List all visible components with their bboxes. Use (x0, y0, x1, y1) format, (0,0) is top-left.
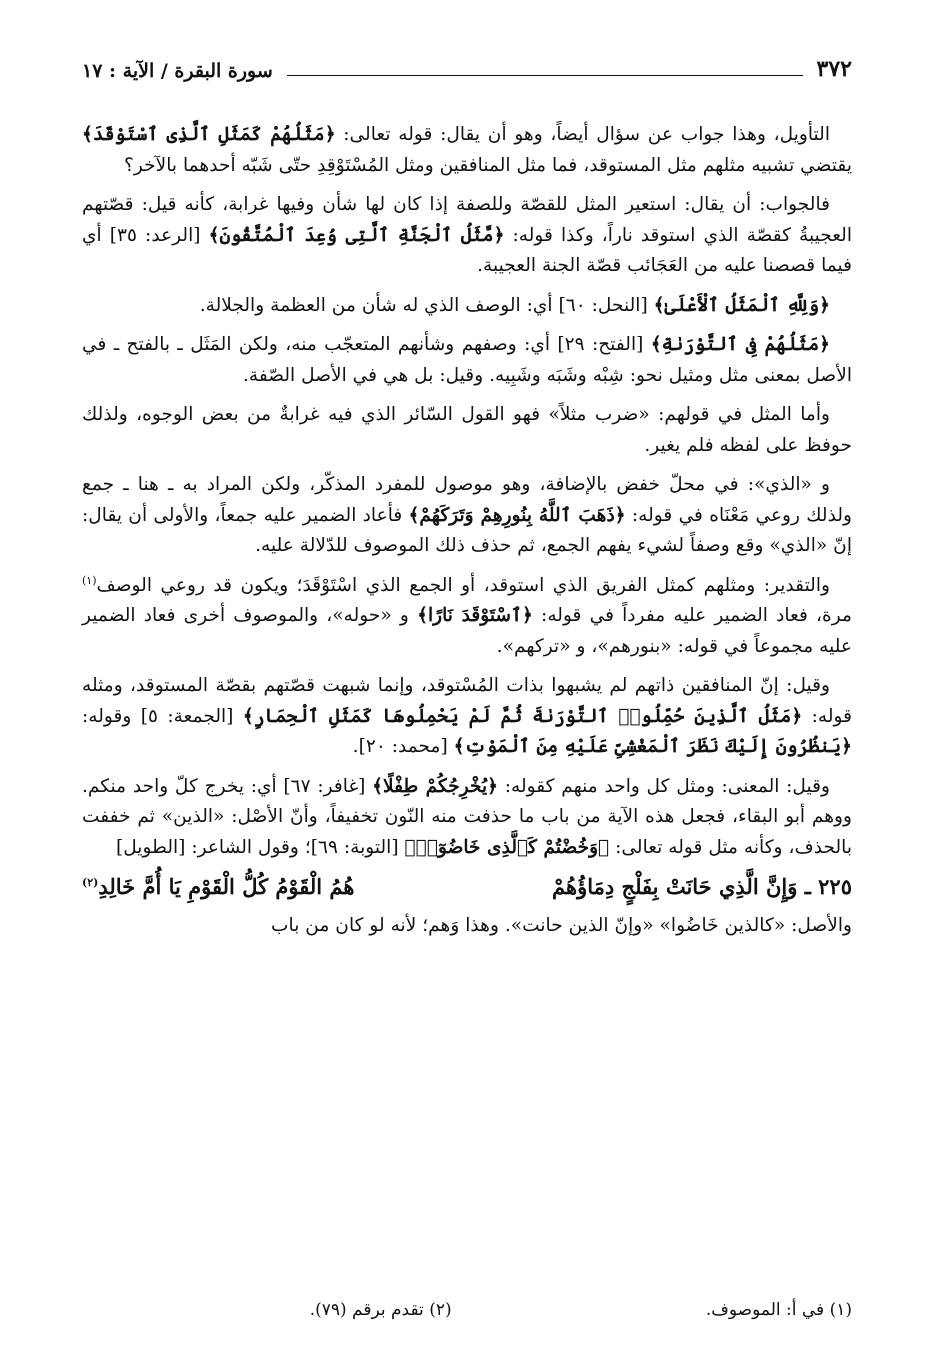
text: وأما المثل في قولهم: «ضرب مثلاً» فهو القول السّائر الذي فيه غرابةٌ من بعض الوجوه، ولذلك حوفظ على لفظه فلم يغير. (82, 404, 852, 456)
footnote-2: (٢) تقدم برقم (٧٩). (309, 1300, 452, 1320)
paragraph-8 (82, 671, 852, 763)
paragraph-7 (82, 571, 852, 663)
text: و «حوله»، والموصوف أخرى فعاد الضمير عليه مجموعاً في قوله: «بنورهم»، و «تركهم». (82, 605, 852, 657)
text: [الرعد: ٣٥] أي فيما قصصنا عليه من العَجَائب قصّة الجنة العجيبة. (82, 224, 852, 276)
quran-quote: ﴿مَّثَلُ ٱلْجَنَّةِ ٱلَّتِى وُعِدَ ٱلْمُتَّقُونَ﴾ (208, 224, 505, 246)
footnote-1: (١) في أ: الموصوف. (705, 1300, 852, 1320)
footnotes (82, 1298, 852, 1322)
quran-quote: ﴿مَثَلُهُمْ فِى ٱلتَّوْرَىٰةِ﴾ (650, 334, 830, 355)
main-text (82, 120, 852, 941)
text: [التوبة: ٦٩]؛ وقول الشاعر: [الطويل] (115, 836, 405, 858)
text: وقيل: إنّ المنافقين ذاتهم لم يشبهوا بذات المُسْتوقد، وإنما شبهت قصّتهم بقصّة المستوقد، ومثله قوله: (82, 675, 852, 727)
quran-quote: ﴿وَخُضْتُمْ كَٱلَّذِى خَاضُوٓا۟﴾ (404, 836, 610, 858)
paragraph-9 (82, 772, 852, 864)
text: [محمد: ٢٠]. (352, 736, 454, 757)
quran-quote: ﴿يُخْرِجُكُمْ طِفْلًا﴾ (372, 775, 499, 797)
quran-quote: ﴿مَثَلُهُمْ كَمَثَلِ ٱلَّذِى ٱسْتَوْقَدَ﴾ (82, 124, 336, 145)
paragraph-5 (82, 400, 852, 461)
paragraph-2 (82, 190, 852, 282)
paragraph-1 (82, 120, 852, 181)
text: فالجواب: أن يقال: استعير المثل للقصّة وللصفة إذا كان لها شأن وفيها غرابة، كأنه قيل: قصّتهم العجيبةُ كقصّة الذي استوقد ناراً، وكذا قوله: (82, 194, 853, 246)
text: والتقدير: ومثلهم كمثل الفريق الذي استوقد، أو الجمع الذي اسْتَوْقَدَ؛ ويكون قد روعي الوصف (96, 574, 830, 596)
footnote-marker: (٢) (82, 876, 99, 889)
running-header (82, 52, 852, 82)
paragraph-4 (82, 330, 852, 391)
paragraph-6 (82, 470, 852, 562)
text: يقتضي تشبيه مثلهم مثل المستوقد، فما مثل المنافقين ومثل المُسْتَوْقِدِ حتّى شَبّه أحدهما بالآخر؟ (124, 154, 852, 176)
page-number: ٣٧٢ (816, 56, 852, 82)
quran-quote: ﴿يَنظُرُونَ إِلَيْكَ نَظَرَ ٱلْمَغْشِىِّ عَلَيْهِ مِنَ ٱلْمَوْتِ﴾ (453, 736, 852, 757)
text: [النحل: ٦٠] أي: الوصف الذي له شأن من العظمة والجلالة. (199, 294, 654, 316)
text: فأعاد الضمير عليه جمعاً، والأولى أن يقال: إنّ «الذي» وقع وصفاً لشيء يفهم الجمع، ثم حذف ذلك الموصوف للدّلالة عليه. (82, 504, 852, 556)
text: والأصل: «كالذين خَاضُوا» «وإنّ الذين حانت». وهذا وَهم؛ لأنه لو كان من باب (271, 914, 852, 936)
quran-quote: ﴿ٱسْتَوْقَدَ نَارًا﴾ (417, 605, 533, 626)
text: التأويل، وهذا جواب عن سؤال أيضاً، وهو أن يقال: قوله تعالى: (335, 124, 830, 145)
text: [الفتح: ٢٩] أي: وصفهم وشأنهم المتعجّب منه، ولكن المَثَل ـ بالفتح ـ في الأصل بمعنى مثل ومثيل نحو: شِبْه وشَبَه وشَبِيه. وقيل: بل هي في الأصل الصّفة. (82, 334, 852, 386)
quran-quote: ﴿ذَهَبَ ٱللَّهُ بِنُورِهِمْ وَتَرَكَهُمْ﴾ (408, 504, 626, 526)
quran-quote: ﴿مَثَلُ ٱلَّذِينَ حُمِّلُوا۟ ٱلتَّوْرَىٰةَ ثُمَّ لَمْ يَحْمِلُوهَا كَمَثَلِ ٱلْحِمَارِ﴾ (242, 705, 803, 727)
page (82, 52, 852, 950)
poetry-verse (82, 872, 852, 903)
paragraph-3 (82, 291, 852, 322)
paragraph-10 (82, 911, 852, 942)
text: و «الذي»: في محلّ خفض بالإضافة، وهو موصول للمفرد المذكّر، ولكن المراد به ـ هنا ـ جمع ولذلك روعي مَعْنَاه في قوله: (82, 474, 853, 526)
text: [الجمعة: ٥] وقوله: (82, 705, 243, 727)
footnote-marker: (١) (82, 573, 97, 587)
header-rule (287, 75, 803, 76)
verse-second-hemistich: هُمُ الْقَوْمُ كُلُّ الْقَوْمِ يَا أُمَّ خَالِدِ (98, 874, 355, 899)
text: وقيل: المعنى: ومثل كل واحد منهم كقوله: (498, 775, 830, 797)
surah-title: سورة البقرة / الآية : ١٧ (82, 60, 273, 82)
verse-first-hemistich: ٢٢٥ ـ وَإِنَّ الَّذِي حَانَتْ بِفَلْجٍ دِمَاؤُهُمْ (552, 874, 852, 899)
text: [غافر: ٦٧] أي: يخرج كلّ واحد منكم. ووهم أبو البقاء، فجعل هذه الآية من باب ما حذفت منه النّون تخفيفاً، وأنّ الأصْل: «الذين» ثم خففت بالحذف، وكأنه مثل قوله تعالى: (82, 775, 852, 858)
quran-quote: ﴿وَلِلَّهِ ٱلْمَثَلُ ٱلْأَعْلَىٰ﴾ (653, 294, 830, 316)
verse-second-hemistich-wrap (82, 872, 354, 903)
text: مرة، فعاد الضمير عليه مفرداً في قوله: (532, 605, 852, 626)
